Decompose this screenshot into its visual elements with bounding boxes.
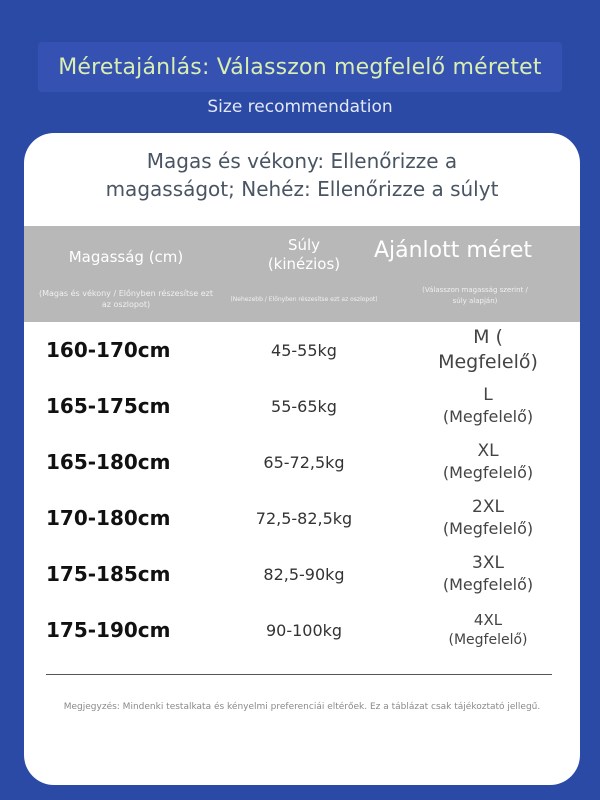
size-cell bbox=[409, 322, 567, 378]
weight-cell: 45-55kg bbox=[271, 340, 337, 360]
size-cell bbox=[409, 602, 567, 658]
fit-label: (Megfelelő) bbox=[442, 519, 534, 538]
column-note-height: (Magas és vékony / Előnyben részesítse ezt az oszlopot) bbox=[38, 289, 214, 309]
height-cell: 175-185cm bbox=[46, 562, 171, 586]
weight-cell: 65-72,5kg bbox=[263, 452, 345, 472]
height-cell: 175-190cm bbox=[46, 618, 171, 642]
subtitle: Size recommendation bbox=[207, 97, 393, 117]
size-card bbox=[24, 133, 580, 785]
table-row bbox=[24, 490, 580, 546]
footnote: Megjegyzés: Mindenki testalkata és kényelmi preferenciái eltérőek. Ez a táblázat csak tájékoztató jellegű. bbox=[63, 702, 541, 712]
height-cell: 165-180cm bbox=[46, 450, 171, 474]
column-note-weight: (Nehezebb / Előnyben részesítse ezt az oszlopot) bbox=[230, 296, 378, 303]
size-label: 3XL bbox=[472, 553, 504, 573]
card-heading-line1: Magas és vékony: Ellenőrizze a bbox=[146, 149, 458, 173]
weight-cell: 55-65kg bbox=[271, 396, 337, 416]
column-header-height: Magasság (cm) bbox=[68, 248, 184, 266]
fit-label: Megfelelő) bbox=[438, 351, 538, 373]
fit-label: (Megfelelő) bbox=[442, 407, 534, 426]
height-cell: 165-175cm bbox=[46, 394, 171, 418]
weight-cell: 90-100kg bbox=[265, 620, 343, 640]
size-label: XL bbox=[477, 441, 499, 461]
table-header bbox=[24, 226, 580, 322]
height-cell: 170-180cm bbox=[46, 506, 171, 530]
fit-label: (Megfelelő) bbox=[442, 463, 534, 482]
table-row bbox=[24, 546, 580, 602]
column-note-size: (Válasszon magasság szerint / súly alapján) bbox=[422, 286, 528, 305]
weight-cell: 72,5-82,5kg bbox=[255, 508, 353, 528]
column-header-size: Ajánlott méret bbox=[373, 238, 533, 263]
card-heading-line2: magasságot; Nehéz: Ellenőrizze a súlyt bbox=[105, 177, 499, 201]
size-cell bbox=[409, 546, 567, 602]
card-heading bbox=[24, 147, 580, 203]
table-row bbox=[24, 378, 580, 434]
size-label: L bbox=[483, 385, 493, 405]
height-cell: 160-170cm bbox=[46, 338, 171, 362]
fit-label: (Megfelelő) bbox=[448, 632, 528, 648]
column-header-weight-line2: (kinézios) bbox=[267, 255, 341, 273]
table-row bbox=[24, 322, 580, 378]
size-label: M ( bbox=[473, 326, 503, 348]
size-cell bbox=[409, 490, 567, 546]
divider bbox=[46, 674, 552, 675]
size-label: 2XL bbox=[472, 497, 504, 517]
column-header-weight-line1: Súly bbox=[287, 236, 321, 254]
size-cell bbox=[409, 434, 567, 490]
size-cell bbox=[409, 378, 567, 434]
banner-title: Méretajánlás: Válasszon megfelelő méretet bbox=[38, 42, 562, 92]
fit-label: (Megfelelő) bbox=[442, 575, 534, 594]
weight-cell: 82,5-90kg bbox=[263, 564, 345, 584]
table-row bbox=[24, 602, 580, 658]
size-label: 4XL bbox=[473, 611, 503, 629]
table-row bbox=[24, 434, 580, 490]
